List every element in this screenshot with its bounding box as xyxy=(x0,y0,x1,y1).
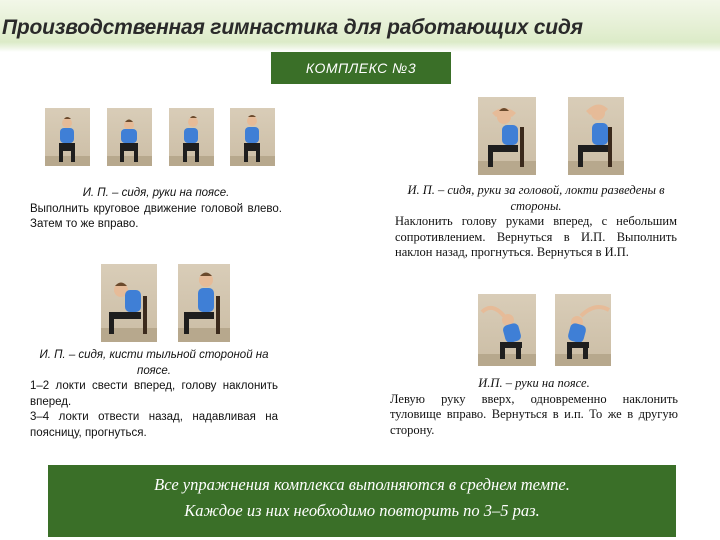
exercise-1-photo-2 xyxy=(107,108,152,166)
exercise-4-text xyxy=(390,376,678,438)
exercise-2-photo-1 xyxy=(478,97,536,175)
exercise-1-photo-1 xyxy=(45,108,90,166)
exercise-1-photo-3 xyxy=(169,108,214,166)
exercise-4-photo-2 xyxy=(555,294,611,366)
exercise-1-text xyxy=(30,186,282,233)
exercise-3-text xyxy=(30,348,278,441)
footer-line-1: Все упражнения комплекса выполняются в среднем темпе. xyxy=(154,475,570,494)
exercise-3-photo-2 xyxy=(178,264,230,342)
exercise-1-desc: Выполнить круговое движение головой влево. Затем то же вправо. xyxy=(30,202,282,230)
exercise-1-ip: И. П. – сидя, руки на поясе. xyxy=(82,187,230,199)
exercise-2-desc: Наклонить голову руками вперед, с небольшим сопротивлением. Вернуться в И.П. Выполнить наклон назад, прогнуться. Вернуться в И.П. xyxy=(395,214,677,259)
page-title: Производственная гимнастика для работающих сидя xyxy=(2,16,583,39)
exercise-3-desc-1: 1–2 локти свести вперед, голову наклонить вперед. xyxy=(30,380,278,408)
complex-badge: КОМПЛЕКС №3 xyxy=(271,52,451,84)
exercise-2-photo-2 xyxy=(568,97,624,175)
footer-note xyxy=(48,465,676,537)
footer-line-2: Каждое из них необходимо повторить по 3–5 раз. xyxy=(184,501,540,520)
exercise-4-ip: И.П. – руки на поясе. xyxy=(478,376,590,390)
exercise-1-photo-4 xyxy=(230,108,275,166)
exercise-3-photo-1 xyxy=(101,264,157,342)
exercise-3-ip: И. П. – сидя, кисти тыльной стороной на поясе. xyxy=(39,349,269,377)
exercise-2-text xyxy=(395,183,677,261)
exercise-3-desc-2: 3–4 локти отвести назад, надавливая на поясницу, прогнуться. xyxy=(30,411,278,439)
exercise-4-photo-1 xyxy=(478,294,536,366)
exercise-4-desc: Левую руку вверх, одновременно наклонить туловище вправо. Вернуться в и.п. То же в другую сторону. xyxy=(390,391,678,437)
exercise-2-ip: И. П. – сидя, руки за головой, локти разведены в стороны. xyxy=(407,183,665,213)
